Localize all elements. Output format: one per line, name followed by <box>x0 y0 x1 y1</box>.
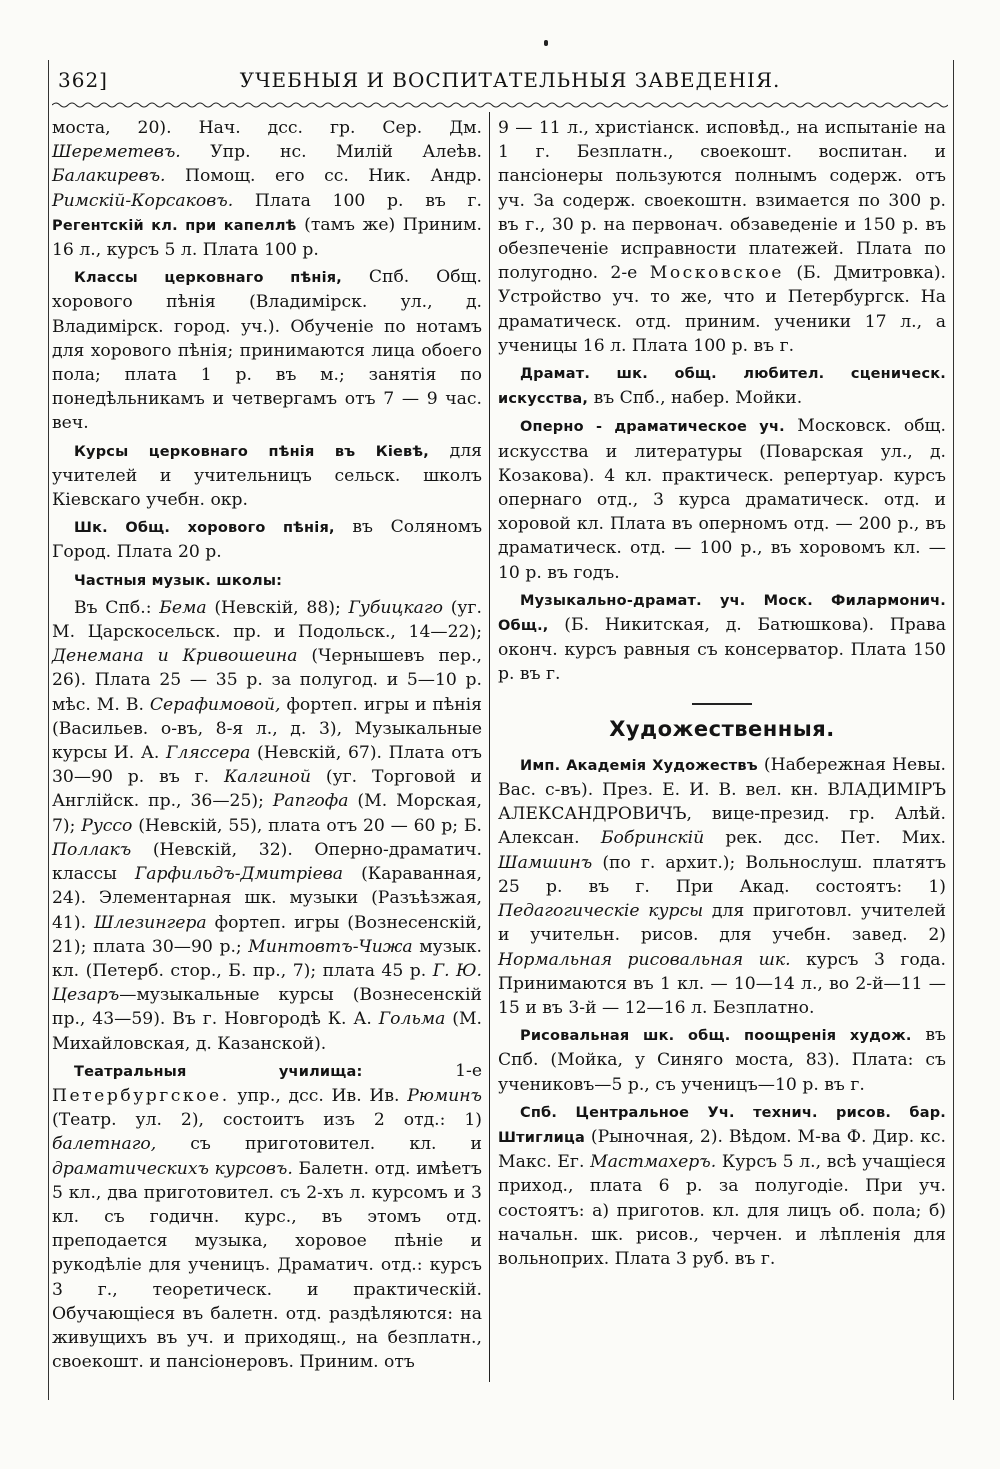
left-border-rule <box>48 60 49 1400</box>
paragraph: Музыкально-драмат. уч. Моск. Филармонич. Общ., (Б. Никитская, д. Батюшкова). Права оконч. курсъ равныя съ консерватор. Плата 150 р. въ г. <box>498 592 946 685</box>
paragraph: Имп. Академія Художествъ (Набережная Невы. Вас. с-въ). През. Е. И. В. вел. кн. ВЛАДИМІРЪ АЛЕКСАНДРОВИЧЪ, вице-презид. гр. Алѣй. Алексан. Бобринскій рек. дсс. Пет. Мих. Шамшинъ (по г. архит.); Вольнослуш. платятъ 25 р. въ г. При Акад. состоятъ: 1) Педагогическіе курсы для приготовл. учителей и учительн. рисов. для учебн. завед. 2) Нормальная рисовальная шк. курсъ 3 года. Принимаются въ 1 кл. — 10—14 л., во 2-й—11 — 15 и въ 3-й — 12—16 л. Безплатно. <box>498 754 947 1018</box>
paragraph: Шк. Общ. хорового пѣнія, въ Соляномъ Город. Плата 20 р. <box>52 517 483 563</box>
paragraph: Оперно - драматическое уч. Московск. общ. искусства и литературы (Поварская ул., д. Козакова). 4 кл. практическ. репертуар. курсъ опернаго отд., 3 курса драматическ. отд. и хоровой кл. Плата въ оперномъ отд. — 200 р., въ драматическ. отд. — 100 р., въ хоровомъ кл. — 10 р. въ годъ. <box>498 416 946 583</box>
header-wavy-rule <box>52 100 948 110</box>
paragraph: Спб. Центральное Уч. технич. рисов. бар. Штиглица (Рыночная, 2). Вѣдом. М-ва Ф. Дир. кс. Макс. Ег. Мастмахеръ. Курсъ 5 л., всѣ учащіеся приход., плата 6 р. за полугодіе. При уч. состоятъ: а) приготов. кл. для лицъ об. пола; б) начальн. шк. рисов., черчен. и лѣпленія для вольноприх. Плата 3 руб. въ г. <box>498 1104 946 1269</box>
running-head: УЧЕБНЫЯ И ВОСПИТАТЕЛЬНЫЯ ЗАВЕДЕНІЯ. <box>239 68 781 92</box>
page-number: 362] <box>58 68 108 92</box>
top-mark <box>544 40 548 46</box>
right-column <box>498 116 946 1274</box>
paragraph: Курсы церковнаго пѣнія въ Кіевѣ, для учителей и учительницъ сельск. школъ Кіевскаго учебн. окр. <box>52 440 482 511</box>
paragraph: моста, 20). Нач. дсс. гр. Сер. Дм. Шереметевъ. Упр. нс. Милій Алеѣв. Балакиревъ. Помощ. его сс. Ник. Андр. Римскій-Корсаковъ. Плата 100 р. въ г. Регентскій кл. при капеллѣ (тамъ же) Приним. 16 л., курсъ 5 л. Плата 100 р. <box>52 118 482 261</box>
paragraph: Драмат. шк. общ. любител. сценическ. искусства, въ Спб., набер. Мойки. <box>498 366 946 409</box>
paragraph: Частныя музык. школы: <box>74 572 283 589</box>
column-divider <box>489 112 490 1382</box>
left-column <box>52 116 482 1377</box>
book-page <box>52 60 948 1430</box>
paragraph: Классы церковнаго пѣнія, Спб. Общ. хорового пѣнія (Владимірск. ул., д. Владимірск. город. уч.). Обученіе по нотамъ для хорового пѣнія; принимаются лица обоего пола; плата 1 р. въ м.; занятія по понедѣльникамъ и четвергамъ отъ 7 — 9 час. веч. <box>52 267 482 434</box>
paragraph: 9 — 11 л., христіанск. исповѣд., на испытаніе на 1 г. Безплатн., своекошт. воспитан. и пансіонеры пользуются полнымъ содерж. отъ уч. За содерж. своекоштн. взимается по 300 р. въ г., 30 р. на первонач. обзаведеніе и 150 р. въ обезпеченіе исправности платежей. Плата по полугодно. 2-е Московское (Б. Дмитровка). Устройство уч. то же, что и Петербургск. На драматическ. отд. приним. ученики 17 л., а ученицы 16 л. Плата 100 р. въ г. <box>498 118 946 356</box>
right-border-rule <box>953 60 954 1400</box>
section-title: Художественныя. <box>609 716 835 741</box>
paragraph: Театральныя училища: 1-е Петербургское. упр., дсс. Ив. Ив. Рюминъ (Театр. ул. 2), состоитъ изъ 2 отд.: 1) балетнаго, съ приготовител. кл. и драматическихъ курсовъ. Балетн. отд. имѣетъ 5 кл., два приготовител. съ 2-хъ л. курсомъ и 3 кл. съ годичн. курс., въ этомъ отд. преподается музыка, хоровое пѣніе и рукодѣліе для ученицъ. Драматич. отд.: курсъ 3 г., теоретическ. и практическій. Обучающіеся въ балетн. отд. раздѣляются: на живущихъ въ уч. и приходящ., на безплатн., своекошт. и пансіонеровъ. Приним. отъ <box>52 1060 482 1373</box>
paragraph: Рисовальная шк. общ. поощренія худож. въ Спб. (Мойка, у Синяго моста, 83). Плата: съ учениковъ—5 р., съ ученицъ—10 р. въ г. <box>498 1025 946 1095</box>
paragraph: Въ Спб.: Бема (Невскій, 88); Губицкаго (уг. М. Царскосельск. пр. и Подольск., 14—22); Денемана и Кривошеина (Чернышевъ пер., 26). Плата 25 — 35 р. за полугод. и 5—10 р. мѣс. М. В. Серафимовой, фортеп. игры и пѣнія (Васильев. о-въ, 8-я л., д. 3), Музыкальные курсы И. А. Гляссера (Невскій, 67). Плата отъ 30—90 р. въ г. Калгиной (уг. Торговой и Англійск. пр., 36—25); Рапгофа (М. Морская, 7); Руссо (Невскій, 55), плата отъ 20 — 60 р; Б. Поллакъ (Невскій, 32). Оперно-драматич. классы Гарфильдъ-Дмитріева (Караванная, 24). Элементарная шк. музыки (Разъѣзжая, 41). Шлезингера фортеп. игры (Вознесенскій, 21); плата 30—90 р.; Минтовтъ-Чижа музык. кл. (Петерб. стор., Б. пр., 7); плата 45 р. Г. Ю. Цезаръ—музыкальные курсы (Вознесенскій пр., 43—59). Въ г. Новгородѣ К. А. Гольма (М. Михайловская, д. Казанской). <box>52 597 483 1054</box>
section-separator <box>692 703 752 705</box>
